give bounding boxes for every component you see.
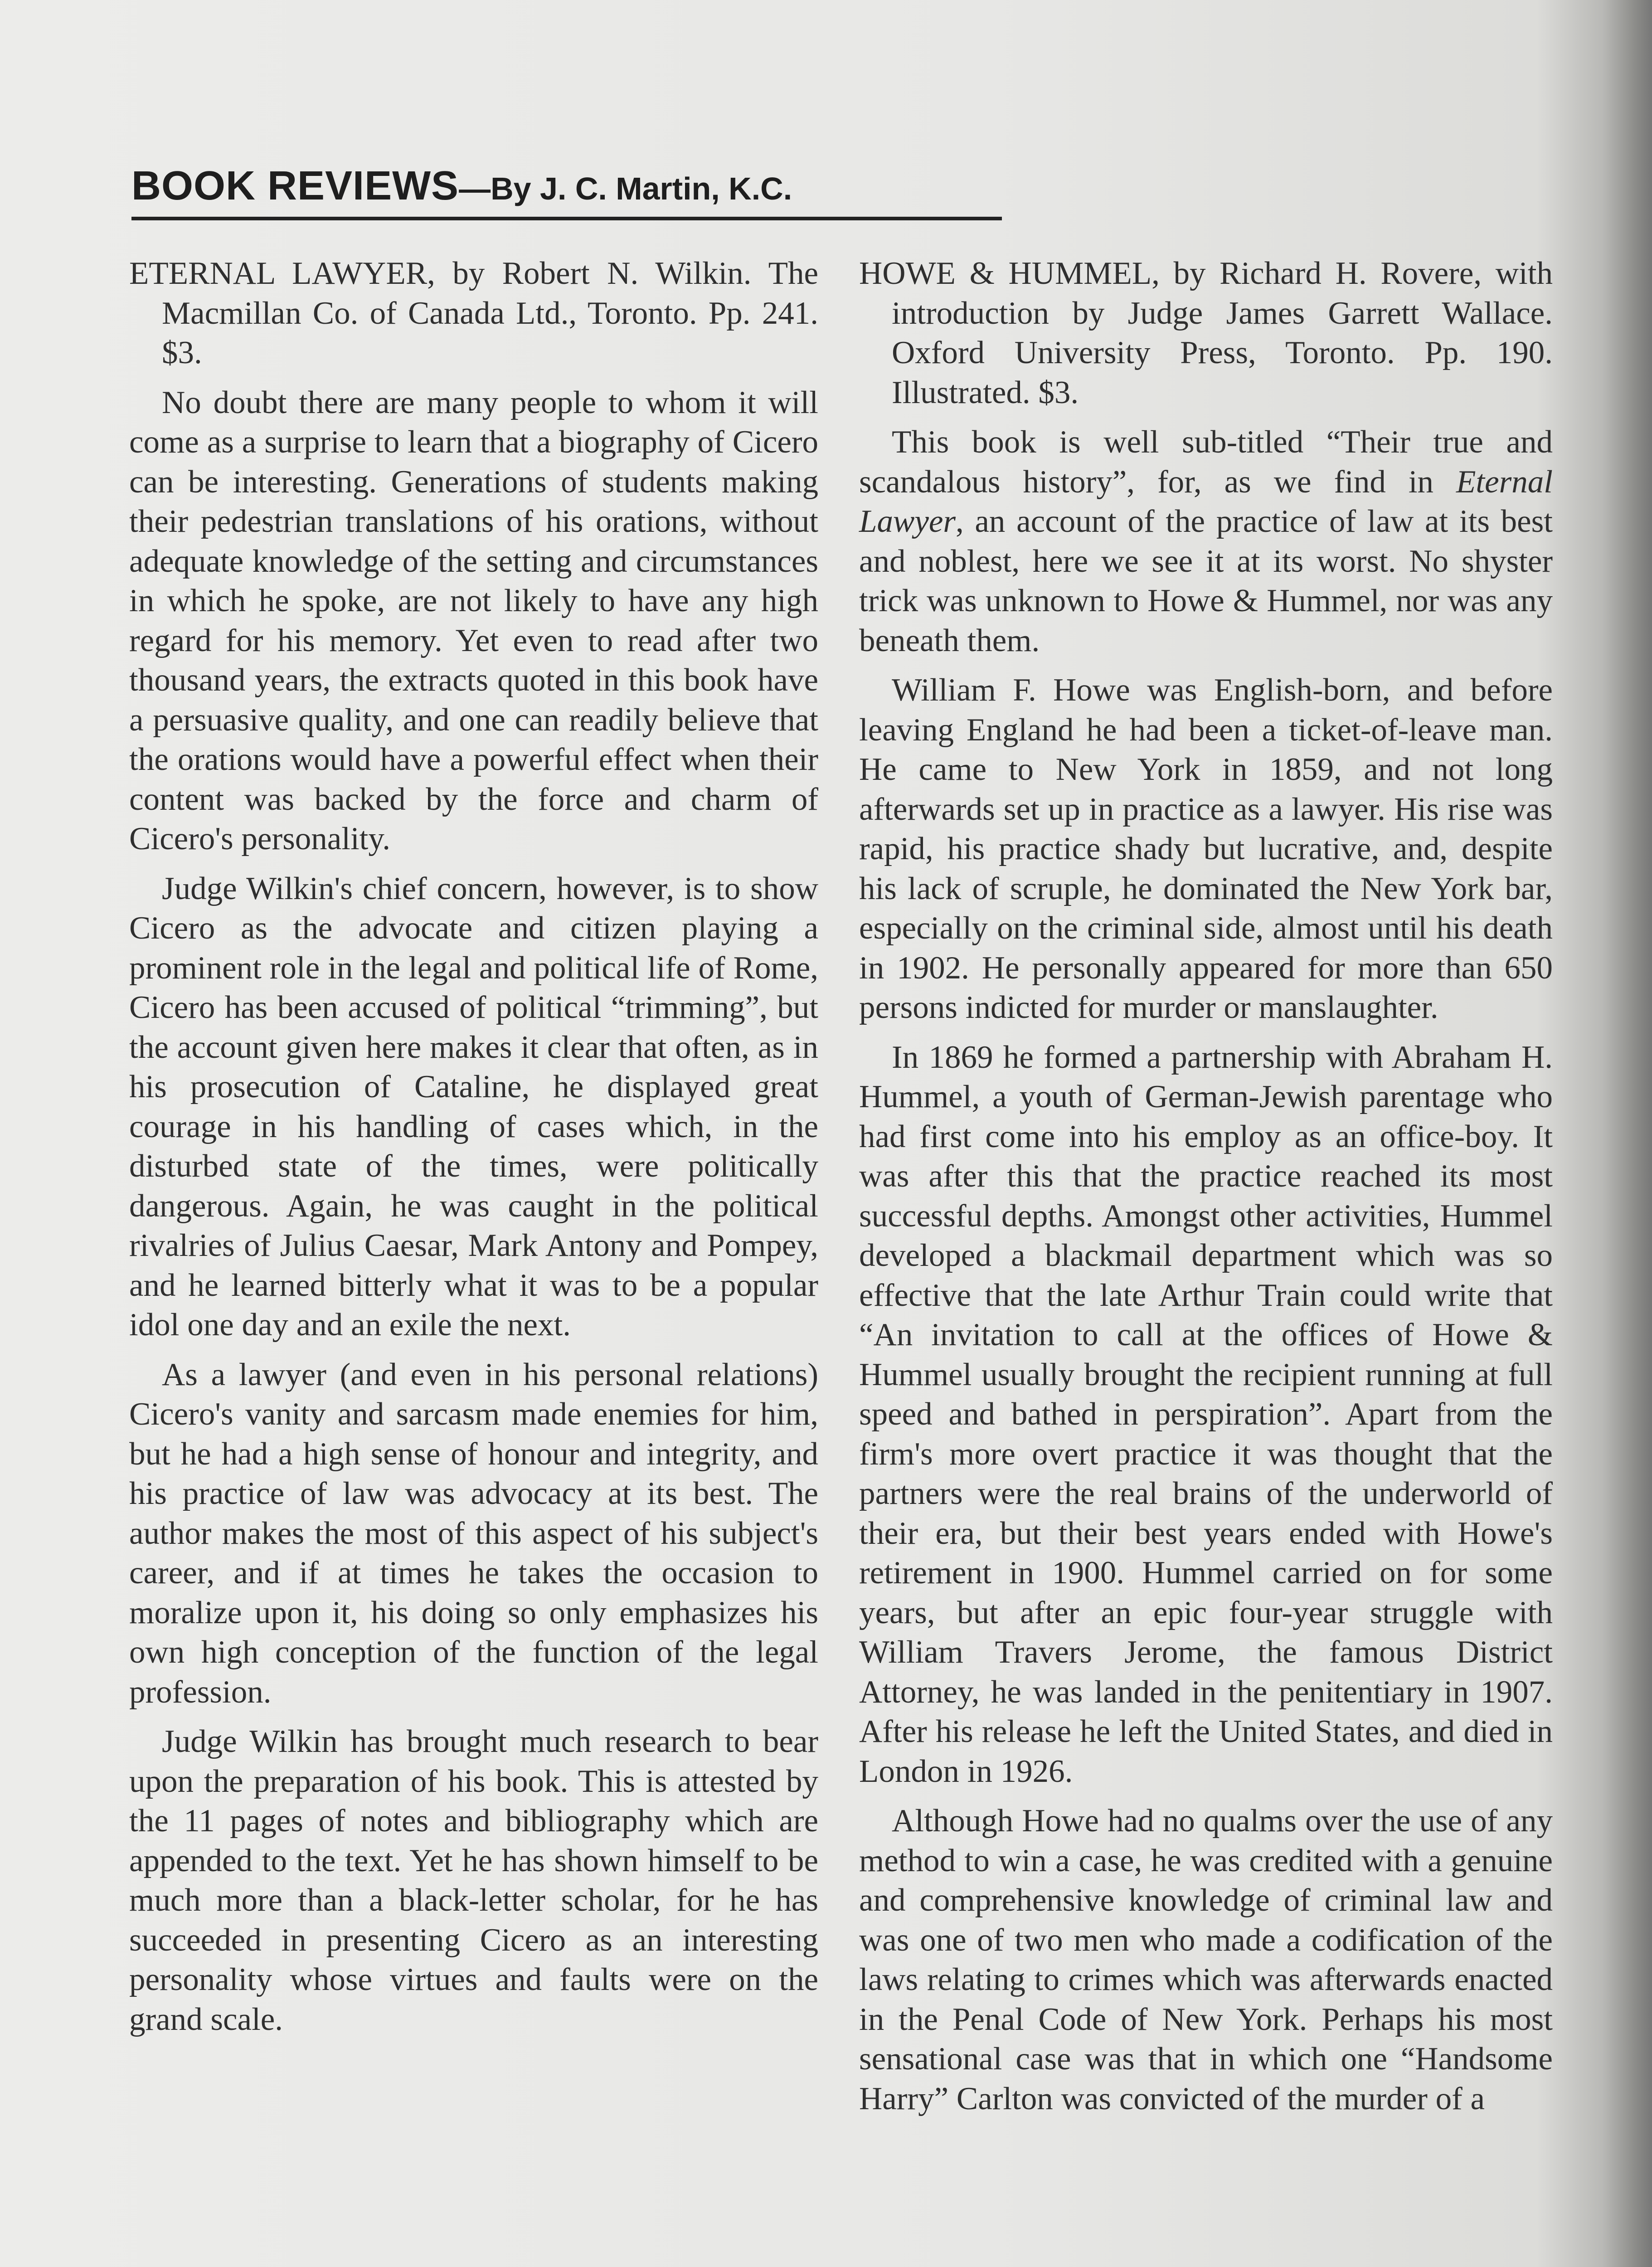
review-1-paragraph-2: Judge Wilkin's chief concern, however, is to show Cicero as the advocate and citizen playing a prominent role in the legal and political life of Rome, Cicero has been accused of political “trimming”, but the account given here makes it clear that often, as in his prosecution of Cataline, he displayed great courage in his handling of cases which, in the disturbed state of the times, were politically dangerous. Again, he was caught in the political rivalries of Julius Caesar, Mark Antony and Pompey, and he learned bitterly what it was to be a popular idol one day and an exile the next. [129,871,818,1343]
paragraph-1-text-b: , an account of the practice of law at its best and noblest, here we see it at its worst. No shyster trick was unknown to Howe & Hummel, nor was any beneath them. [859,504,1553,658]
paragraph-1-text-a: This book is well sub-titled “Their true and scandalous history”, for, as we find in [859,424,1553,500]
review-2-paragraph-3: In 1869 he formed a partnership with Abraham H. Hummel, a youth of German-Jewish parentage who had first come into his employ as an office-boy. It was after this that the practice reached its most successful depths. Amongst other activities, Hummel developed a blackmail department which was so effective that the late Arthur Train could write that “An invitation to call at the offices of Howe & Hummel usually brought the recipient running at full speed and bathed in perspiration”. Apart from the firm's more overt practice it was thought that the partners were the real brains of the underworld of their era, but their best years ended with Howe's retirement in 1900. Hummel carried on for some years, but after an epic four-year struggle with William Travers Jerome, the famous District Attorney, he was landed in the penitentiary in 1907. After his release he left the United States, and died in London in 1926. [859,1039,1553,1789]
heading-underline [131,217,1002,220]
review-1-paragraph-1: No doubt there are many people to whom it will come as a surprise to learn that a biography of Cicero can be interesting. Generations of students making their pedestrian translations of his orations, without adequate knowledge of the setting and circumstances in which he spoke, are not likely to have any high regard for his memory. Yet even to read after two thousand years, the extracts quoted in this book have a persuasive quality, and one can readily believe that the orations would have a powerful effect when their content was backed by the force and charm of Cicero's personality. [129,384,818,856]
left-column [129,254,818,2049]
heading-byline: —By J. C. Martin, K.C. [459,171,792,206]
review-2-paragraph-2: William F. Howe was English-born, and before leaving England he had been a ticket-of-leave man. He came to New York in 1859, and not long afterwards set up in practice as a lawyer. His rise was rapid, his practice shady but lucrative, and, despite his lack of scruple, he dominated the New York bar, especially on the criminal side, almost until his death in 1902. He personally appeared for more than 650 persons indicted for murder or manslaughter. [859,672,1553,1025]
review-2-paragraph-1 [859,423,1553,661]
right-column [859,254,1553,2129]
review-2-paragraph-4: Although Howe had no qualms over the use of any method to win a case, he was credited with a genuine and comprehensive knowledge of criminal law and was one of two men who made a codification of the laws relating to crimes which was afterwards enacted in the Penal Code of New York. Perhaps his most sensational case was that in which one “Handsome Harry” Carlton was convicted of the murder of a [859,1803,1553,2116]
review-1-paragraph-4: Judge Wilkin has brought much research to bear upon the preparation of his book. This is attested by the 11 pages of notes and bibliography which are appended to the text. Yet he has shown himself to be much more than a black-letter scholar, for he has succeeded in presenting Cicero as an interesting personality whose virtues and faults were on the grand scale. [129,1724,818,2037]
section-heading [131,163,792,209]
book-title-reference: Eternal Lawyer [859,464,1553,539]
review-1-paragraph-3: As a lawyer (and even in his personal relations) Cicero's vanity and sarcasm made enemies for him, but he had a high sense of honour and integrity, and his practice of law was advocacy at its best. The author makes the most of this aspect of his subject's career, and if at times he takes the occasion to moralize upon it, his doing so only emphasizes his own high conception of the function of the legal profession. [129,1357,818,1710]
heading-title: BOOK REVIEWS [131,163,459,209]
review-2-citation: HOWE & HUMMEL, by Richard H. Rovere, with introduction by Judge James Garrett Wallace. Oxford University Press, Toronto. Pp. 190. Illustrated. $3. [859,256,1553,410]
review-1-citation: ETERNAL LAWYER, by Robert N. Wilkin. The Macmillan Co. of Canada Ltd., Toronto. Pp. 241. $3. [129,256,818,370]
